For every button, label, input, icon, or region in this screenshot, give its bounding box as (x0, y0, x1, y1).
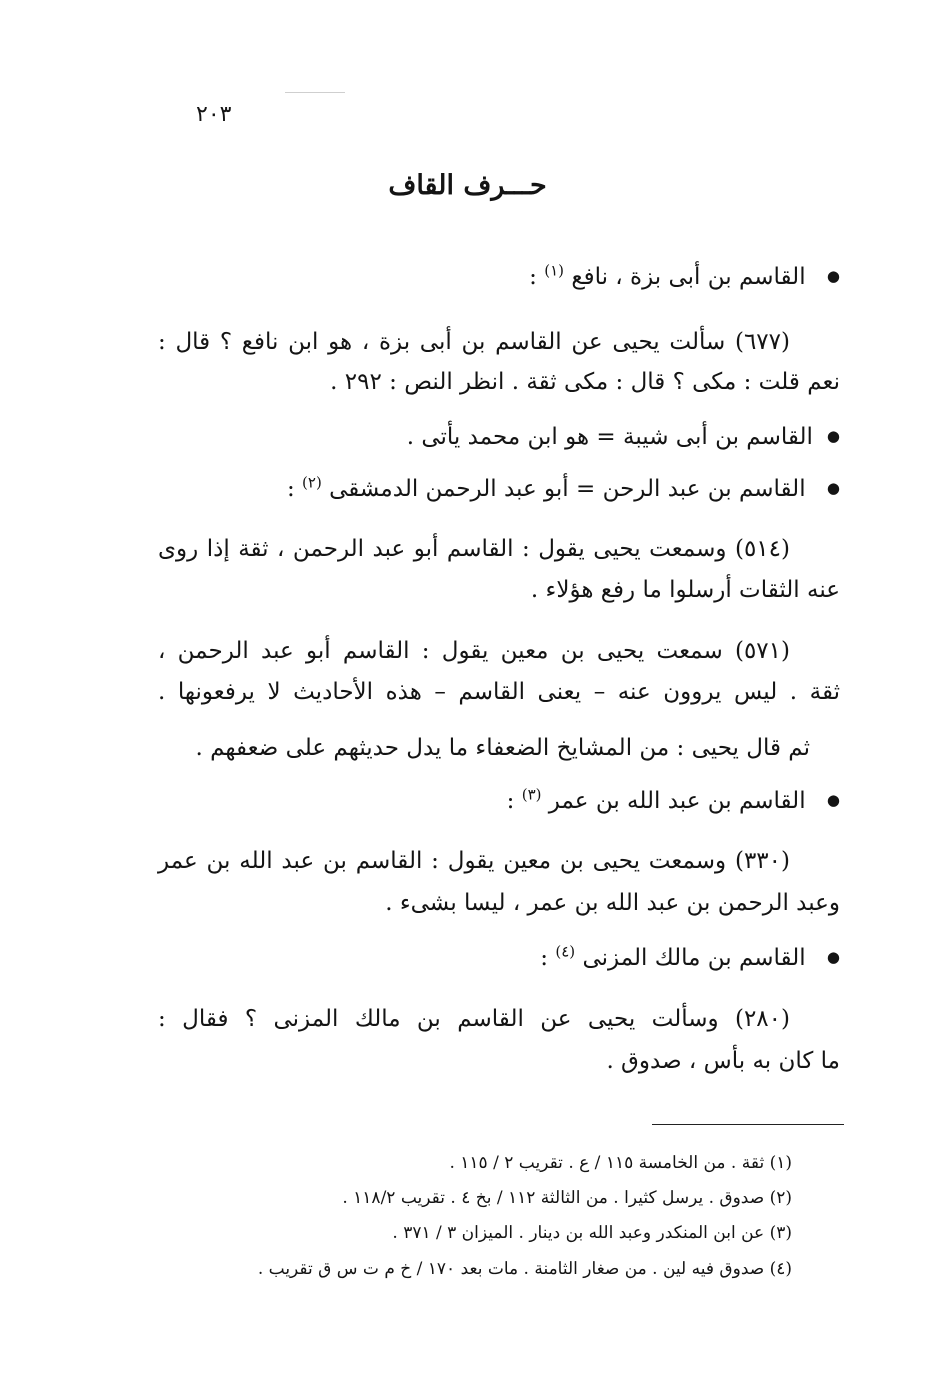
paragraph-line: ما كان به بأس ، صدوق . (606, 1048, 840, 1074)
footnote-2: (٢) صدوق . يرسل كثيرا . من الثالثة ١١٢ / بخ ٤ . تقريب ١١٨/٢ . (342, 1188, 792, 1208)
footnote-ref: (٤) (555, 942, 576, 961)
paragraph-line: نعم قلت : مكى ؟ قال : مكى ثقة . انظر النص : ٢٩٢ . (330, 369, 840, 395)
entry-heading-5 (540, 943, 840, 975)
scan-speck (285, 92, 345, 93)
entry-heading-3 (287, 474, 840, 506)
paragraph-line: وعبد الرحمن بن عبد الله بن عمر ، ليسا بشىء . (385, 890, 840, 916)
footnote-ref: (٣) (521, 785, 542, 804)
paragraph-line: (٢٨٠) وسألت يحيى عن القاسم بن مالك المزنى ؟ فقال : (158, 1006, 790, 1032)
section-heading: حـــرف القاف (388, 170, 547, 201)
entry-heading-1 (529, 262, 840, 294)
paragraph-line: ثقة . ليس يروون عنه – يعنى القاسم – هذه الأحاديث لا يرفعونها . (158, 679, 840, 705)
entry-title: القاسم بن عبد الرحن = أبو عبد الرحمن الدمشقى (329, 476, 806, 502)
entry-title: القاسم بن أبى بزة ، نافع (571, 264, 806, 290)
paragraph-line: (٥٧١) سمعت يحيى بن معين يقول : القاسم أبو عبد الرحمن ، (158, 638, 790, 664)
entry-colon: : (286, 476, 303, 502)
entry-title: القاسم بن عبد الله بن عمر (548, 788, 806, 814)
entry-colon: : (506, 788, 522, 814)
footnote-ref: (١) (544, 261, 565, 280)
paragraph-line: (٦٧٧) سألت يحيى عن القاسم بن أبى بزة ، هو ابن نافع ؟ قال : (158, 329, 790, 355)
footnote-3: (٣) عن ابن المنكدر وعبد الله بن دينار . الميزان ٣ / ٣٧١ . (392, 1223, 792, 1243)
page-number: ٢٠٣ (196, 102, 232, 127)
paragraph-line: ثم قال يحيى : من المشايخ الضعفاء ما يدل حديثهم على ضعفهم . (195, 735, 810, 761)
entry-colon: : (540, 945, 556, 971)
paragraph-line: عنه الثقات أرسلوا ما رفع هؤلاء . (530, 577, 840, 603)
entry-colon: : (529, 264, 545, 290)
footnote-1: (١) ثقة . من الخامسة ١١٥ / ع . تقريب ٢ / ١١٥ . (449, 1153, 792, 1173)
paragraph-line: (٥١٤) وسمعت يحيى يقول : القاسم أبو عبد الرحمن ، ثقة إذا روى (158, 536, 790, 562)
footnote-separator (652, 1124, 844, 1125)
entry-heading-4 (507, 786, 840, 818)
entry-heading-2: ● القاسم بن أبى شيبة = هو ابن محمد يأتى . (407, 422, 840, 454)
paragraph-line: (٣٣٠) وسمعت يحيى بن معين يقول : القاسم بن عبد الله بن عمر (158, 848, 790, 874)
footnote-ref: (٢) (302, 473, 322, 492)
entry-title: القاسم بن مالك المزنى (582, 945, 806, 971)
footnote-4: (٤) صدوق فيه لين . من صغار الثامنة . مات بعد ١٧٠ / خ م ت س ق تقريب . (257, 1259, 792, 1279)
